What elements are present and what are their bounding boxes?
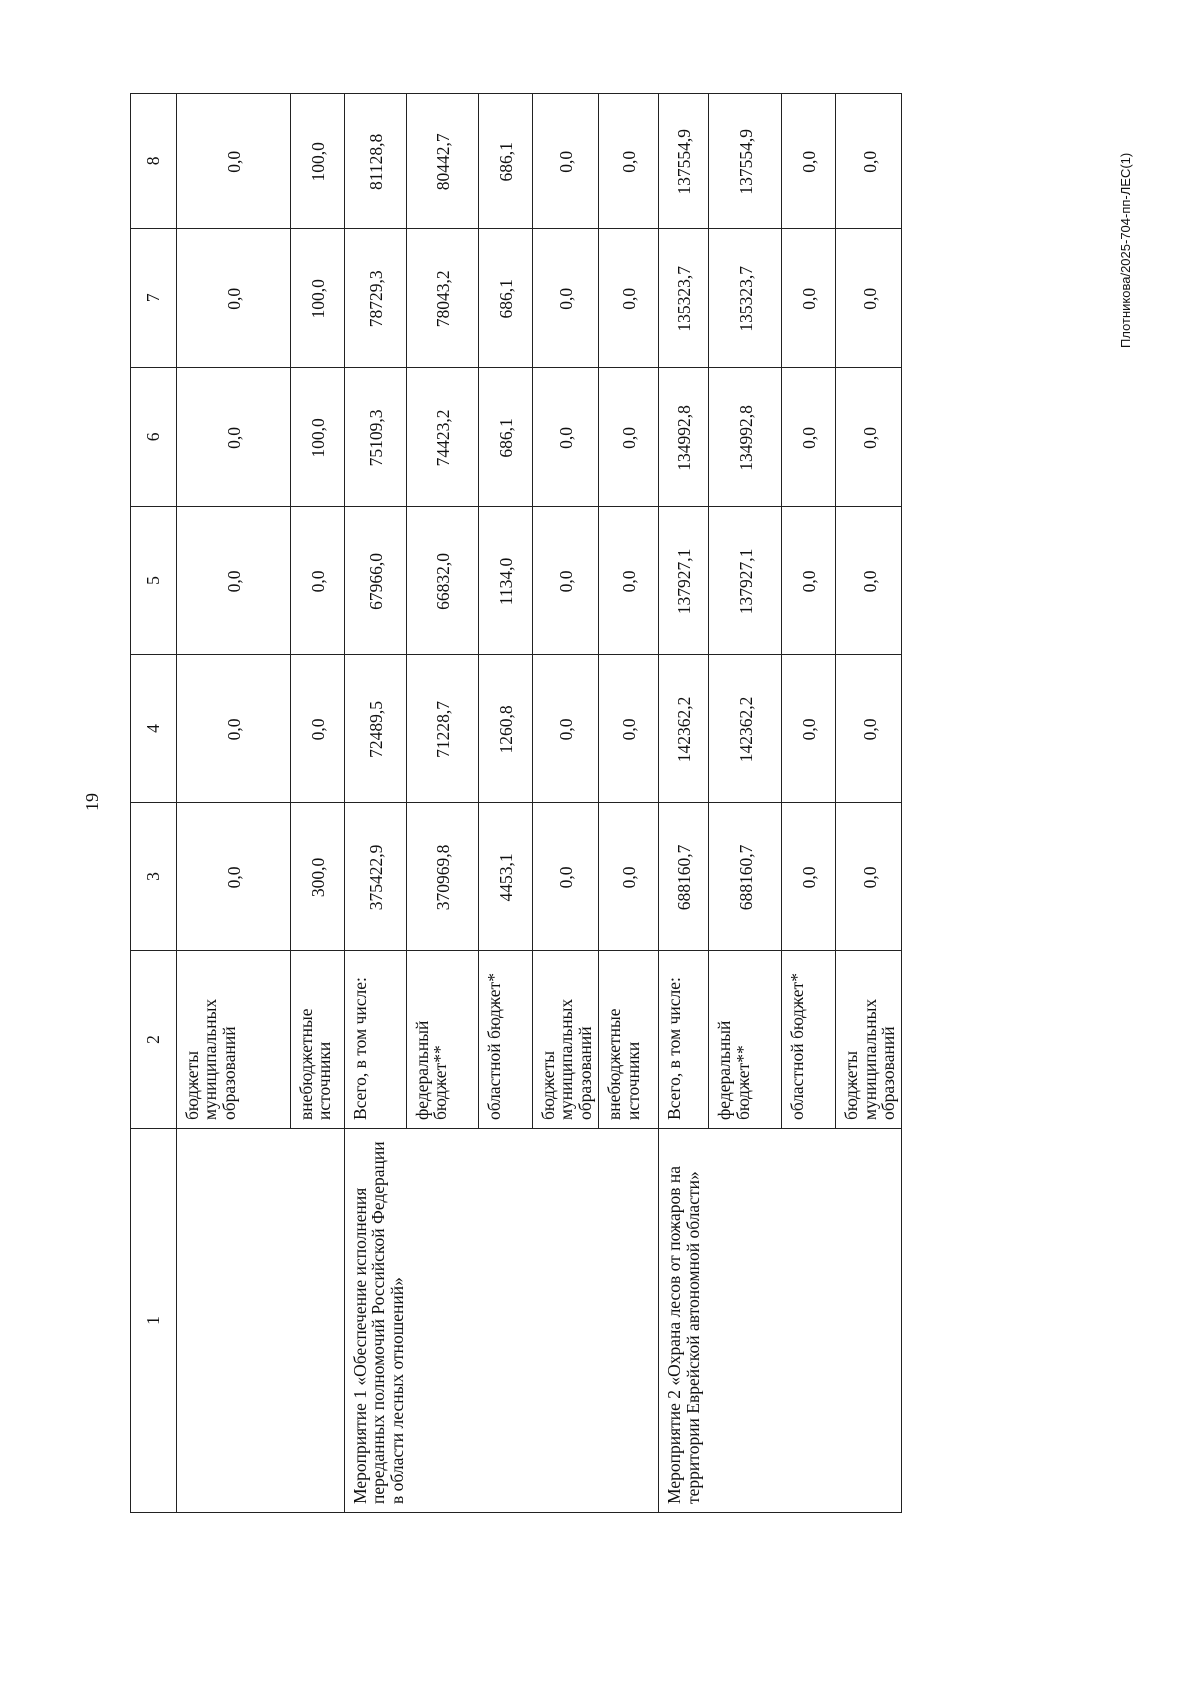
amount-cell: 66832,0 bbox=[407, 506, 479, 654]
source-cell: внебюджетные источники bbox=[291, 950, 345, 1128]
amount-cell: 0,0 bbox=[782, 654, 836, 802]
amount-cell: 0,0 bbox=[291, 654, 345, 802]
header-cell: 5 bbox=[131, 506, 177, 654]
amount-cell: 137927,1 bbox=[709, 506, 782, 654]
amount-cell: 72489,5 bbox=[345, 654, 407, 802]
header-cell: 6 bbox=[131, 367, 177, 506]
amount-cell: 0,0 bbox=[533, 367, 599, 506]
amount-cell: 0,0 bbox=[177, 228, 291, 367]
source-cell: бюджеты муниципальных образований bbox=[177, 950, 291, 1128]
amount-cell: 0,0 bbox=[177, 367, 291, 506]
amount-cell: 74423,2 bbox=[407, 367, 479, 506]
amount-cell: 100,0 bbox=[291, 367, 345, 506]
amount-cell: 0,0 bbox=[836, 367, 902, 506]
amount-cell: 0,0 bbox=[836, 506, 902, 654]
rotated-table-container bbox=[130, 93, 898, 1513]
amount-cell: 0,0 bbox=[782, 94, 836, 229]
page-number: 19 bbox=[82, 793, 102, 811]
amount-cell: 0,0 bbox=[599, 506, 659, 654]
amount-cell: 0,0 bbox=[533, 94, 599, 229]
source-cell: бюджеты муниципальных образований bbox=[533, 950, 599, 1128]
table-row bbox=[345, 94, 407, 1513]
source-cell: федеральный бюджет** bbox=[709, 950, 782, 1128]
amount-cell: 100,0 bbox=[291, 228, 345, 367]
amount-cell: 0,0 bbox=[782, 506, 836, 654]
amount-cell: 80442,7 bbox=[407, 94, 479, 229]
amount-cell: 0,0 bbox=[782, 367, 836, 506]
amount-cell: 0,0 bbox=[782, 228, 836, 367]
amount-cell: 135323,7 bbox=[709, 228, 782, 367]
source-cell: федеральный бюджет** bbox=[407, 950, 479, 1128]
amount-cell: 0,0 bbox=[533, 228, 599, 367]
header-cell: 2 bbox=[131, 950, 177, 1128]
amount-cell: 134992,8 bbox=[709, 367, 782, 506]
header-cell: 7 bbox=[131, 228, 177, 367]
funding-table bbox=[130, 93, 902, 1513]
amount-cell: 81128,8 bbox=[345, 94, 407, 229]
source-cell: внебюджетные источники bbox=[599, 950, 659, 1128]
header-cell: 8 bbox=[131, 94, 177, 229]
amount-cell: 0,0 bbox=[177, 654, 291, 802]
amount-cell: 137554,9 bbox=[659, 94, 709, 229]
source-cell: областной бюджет* bbox=[479, 950, 533, 1128]
amount-cell: 134992,8 bbox=[659, 367, 709, 506]
amount-cell: 0,0 bbox=[599, 654, 659, 802]
document-id: Плотникова/2025-704-пп-ЛЕС(1) bbox=[1118, 152, 1133, 348]
activity-cell: Мероприятие 1 «Обеспечение исполнения переданных полномочий Российской Федерации в области лесных отношений» bbox=[345, 1129, 659, 1513]
header-cell: 4 bbox=[131, 654, 177, 802]
amount-cell: 1134,0 bbox=[479, 506, 533, 654]
source-cell: Всего, в том числе: bbox=[345, 950, 407, 1128]
amount-cell: 0,0 bbox=[177, 94, 291, 229]
amount-cell: 137927,1 bbox=[659, 506, 709, 654]
source-cell: Всего, в том числе: bbox=[659, 950, 709, 1128]
amount-cell: 0,0 bbox=[177, 506, 291, 654]
amount-cell: 0,0 bbox=[177, 802, 291, 950]
amount-cell: 686,1 bbox=[479, 94, 533, 229]
amount-cell: 0,0 bbox=[836, 94, 902, 229]
amount-cell: 0,0 bbox=[533, 506, 599, 654]
amount-cell: 0,0 bbox=[599, 367, 659, 506]
amount-cell: 0,0 bbox=[836, 228, 902, 367]
activity-cell bbox=[177, 1129, 345, 1513]
header-row bbox=[131, 94, 177, 1513]
amount-cell: 688160,7 bbox=[709, 802, 782, 950]
amount-cell: 75109,3 bbox=[345, 367, 407, 506]
amount-cell: 688160,7 bbox=[659, 802, 709, 950]
amount-cell: 0,0 bbox=[782, 802, 836, 950]
amount-cell: 370969,8 bbox=[407, 802, 479, 950]
amount-cell: 67966,0 bbox=[345, 506, 407, 654]
amount-cell: 0,0 bbox=[836, 802, 902, 950]
amount-cell: 0,0 bbox=[291, 506, 345, 654]
amount-cell: 137554,9 bbox=[709, 94, 782, 229]
amount-cell: 686,1 bbox=[479, 228, 533, 367]
amount-cell: 0,0 bbox=[836, 654, 902, 802]
amount-cell: 78043,2 bbox=[407, 228, 479, 367]
amount-cell: 100,0 bbox=[291, 94, 345, 229]
amount-cell: 1260,8 bbox=[479, 654, 533, 802]
source-cell: бюджеты муниципальных образований bbox=[836, 950, 902, 1128]
amount-cell: 142362,2 bbox=[709, 654, 782, 802]
header-cell: 3 bbox=[131, 802, 177, 950]
table-row bbox=[177, 94, 291, 1513]
amount-cell: 71228,7 bbox=[407, 654, 479, 802]
activity-cell: Мероприятие 2 «Охрана лесов от пожаров на территории Еврейской автономной области» bbox=[659, 1129, 902, 1513]
amount-cell: 0,0 bbox=[533, 654, 599, 802]
amount-cell: 686,1 bbox=[479, 367, 533, 506]
amount-cell: 78729,3 bbox=[345, 228, 407, 367]
table-row bbox=[659, 94, 709, 1513]
amount-cell: 0,0 bbox=[533, 802, 599, 950]
amount-cell: 142362,2 bbox=[659, 654, 709, 802]
amount-cell: 0,0 bbox=[599, 94, 659, 229]
amount-cell: 135323,7 bbox=[659, 228, 709, 367]
amount-cell: 300,0 bbox=[291, 802, 345, 950]
source-cell: областной бюджет* bbox=[782, 950, 836, 1128]
amount-cell: 0,0 bbox=[599, 802, 659, 950]
header-cell: 1 bbox=[131, 1129, 177, 1513]
amount-cell: 0,0 bbox=[599, 228, 659, 367]
amount-cell: 4453,1 bbox=[479, 802, 533, 950]
amount-cell: 375422,9 bbox=[345, 802, 407, 950]
